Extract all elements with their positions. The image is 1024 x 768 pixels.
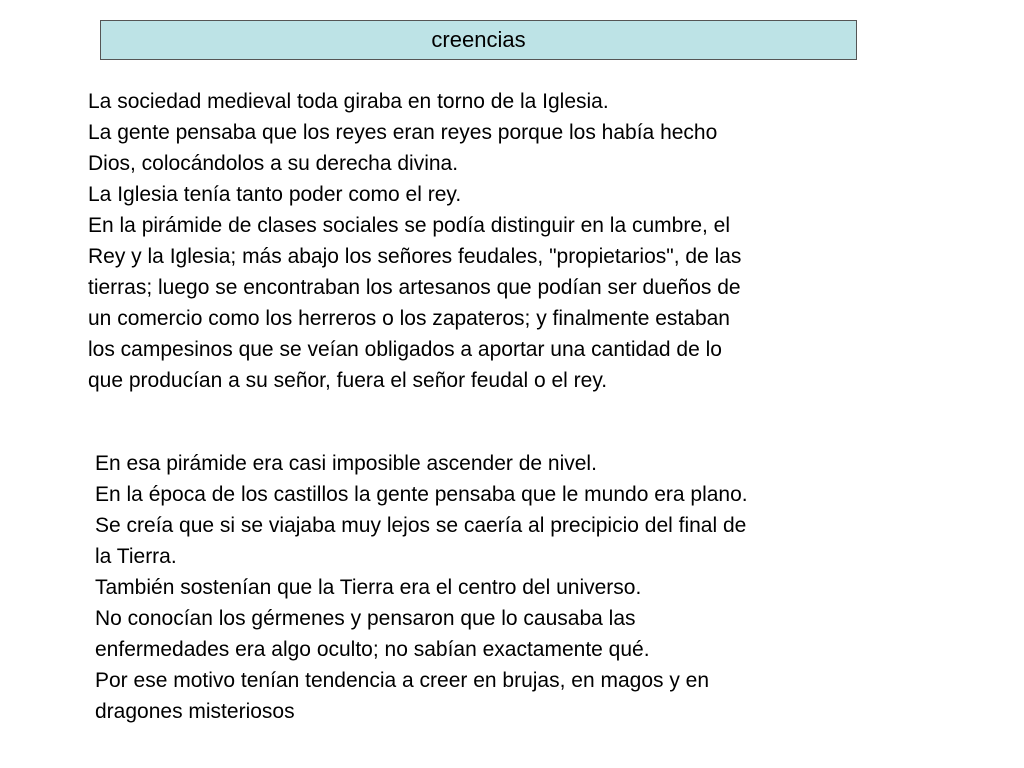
text-line: No conocían los gérmenes y pensaron que lo causaba las [95,607,636,630]
page-title: creencias [431,27,526,52]
text-line: un comercio como los herreros o los zapateros; y finalmente estaban [88,307,730,330]
text-line: Se creía que si se viajaba muy lejos se caería al precipicio del final de [95,514,747,537]
text-line: En la pirámide de clases sociales se podía distinguir en la cumbre, el [88,214,731,237]
text-line: enfermedades era algo oculto; no sabían exactamente qué. [95,638,650,661]
text-line: los campesinos que se veían obligados a aportar una cantidad de lo [88,338,722,361]
title-banner [100,20,857,60]
text-line: dragones misteriosos [95,700,295,723]
text-line: En la época de los castillos la gente pensaba que le mundo era plano. [95,483,748,506]
text-line: La sociedad medieval toda giraba en torno de la Iglesia. [88,90,609,113]
text-line: que producían a su señor, fuera el señor feudal o el rey. [88,369,608,392]
text-line: La Iglesia tenía tanto poder como el rey. [88,183,462,206]
text-line: Por ese motivo tenían tendencia a creer en brujas, en magos y en [95,669,710,692]
text-line: Dios, colocándolos a su derecha divina. [88,152,459,175]
text-block-upper [88,86,908,396]
text-line: Rey y la Iglesia; más abajo los señores feudales, "propietarios", de las [88,245,742,268]
text-line: La gente pensaba que los reyes eran reyes porque los había hecho [88,121,718,144]
text-line: tierras; luego se encontraban los artesanos que podían ser dueños de [88,276,741,299]
text-line: En esa pirámide era casi imposible ascender de nivel. [95,452,597,475]
text-line: la Tierra. [95,545,177,568]
text-block-lower [95,448,915,727]
text-line: También sostenían que la Tierra era el centro del universo. [95,576,642,599]
